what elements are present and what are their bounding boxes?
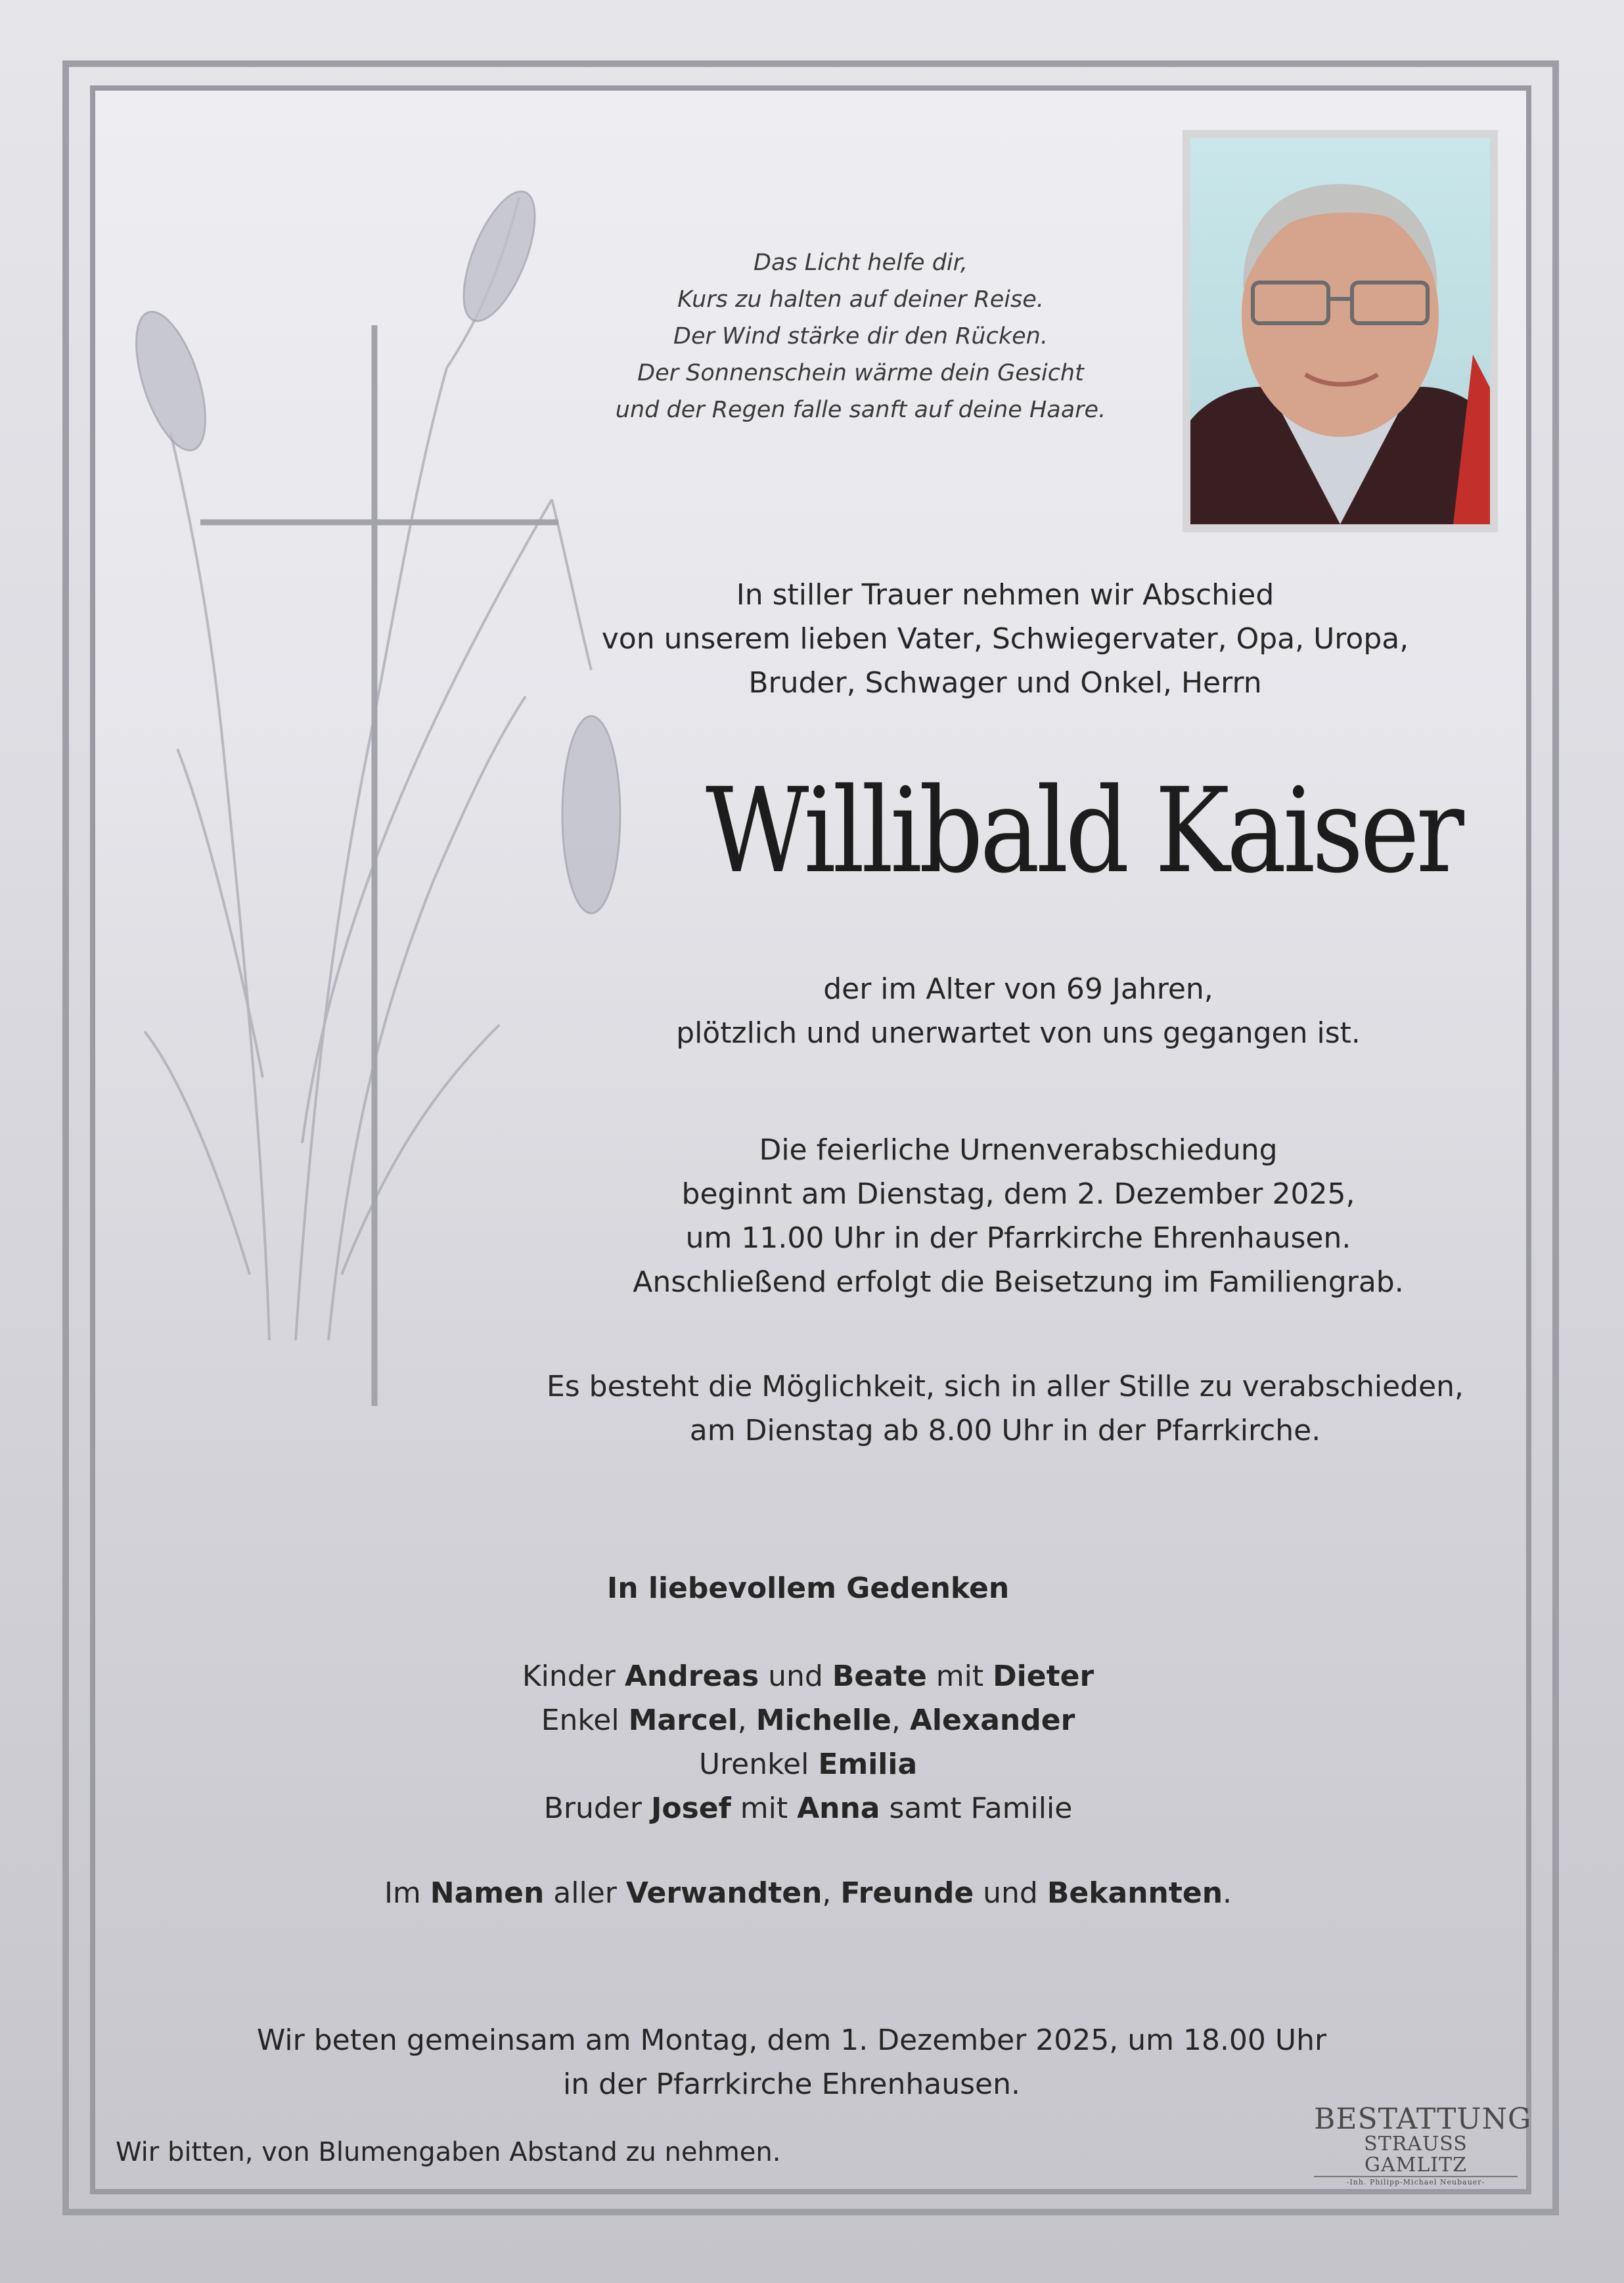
intro-line: von unserem lieben Vater, Schwiegervater, Opa, Uropa, — [601, 622, 1409, 656]
logo-bottom-text: STRAUSS GAMLITZ — [1314, 2134, 1518, 2177]
age-line: der im Alter von 69 Jahren, — [823, 972, 1213, 1006]
funeral-home-logo — [1314, 2102, 1532, 2188]
age-line: plötzlich und unerwartet von uns gegangen ist. — [676, 1016, 1361, 1050]
relatives-list — [460, 1654, 1156, 1830]
verse-line: Das Licht helfe dir, — [754, 250, 968, 276]
prayer-info — [197, 2018, 1386, 2106]
ceremony-info — [591, 1128, 1445, 1304]
ceremony-line: um 11.00 Uhr in der Pfarrkirche Ehrenhausen. — [685, 1221, 1351, 1255]
on-behalf-line: Im Namen aller Verwandten, Freunde und Bekannten. — [384, 1876, 1232, 1910]
ceremony-line: beginnt am Dienstag, dem 2. Dezember 2025, — [681, 1177, 1355, 1211]
prayer-line: Wir beten gemeinsam am Montag, dem 1. Dezember 2025, um 18.00 Uhr — [256, 2023, 1327, 2057]
verse-line: Kurs zu halten auf deiner Reise. — [677, 286, 1044, 313]
flowers-note: Wir bitten, von Blumengaben Abstand zu nehmen. — [116, 2137, 781, 2167]
farewell-line: Es besteht die Möglichkeit, sich in aller Stille zu verabschieden, — [546, 1370, 1464, 1403]
memory-heading: In liebevollem Gedenken — [606, 1571, 1010, 1605]
relatives-line-children: Kinder Andreas und Beate mit Dieter — [522, 1660, 1094, 1693]
mourning-intro — [578, 573, 1432, 705]
memorial-verse — [539, 244, 1183, 428]
intro-line: In stiller Trauer nehmen wir Abschied — [736, 578, 1274, 612]
ceremony-line: Anschließend erfolgt die Beisetzung im Familiengrab. — [633, 1265, 1404, 1299]
relatives-line-grandchildren: Enkel Marcel, Michelle, Alexander — [541, 1704, 1075, 1737]
logo-sub-text: -Inh. Philipp-Michael Neubauer- — [1346, 2178, 1485, 2186]
farewell-line: am Dienstag ab 8.00 Uhr in der Pfarrkirche. — [689, 1414, 1321, 1447]
relatives-line-brother: Bruder Josef mit Anna samt Familie — [543, 1792, 1073, 1825]
age-statement — [624, 967, 1412, 1055]
intro-line: Bruder, Schwager und Onkel, Herrn — [748, 666, 1262, 700]
farewell-info — [512, 1365, 1498, 1453]
relatives-line-great-grandchild: Urenkel Emilia — [698, 1748, 918, 1781]
verse-line: Der Sonnenschein wärme dein Gesicht — [637, 360, 1084, 386]
prayer-line: in der Pfarrkirche Ehrenhausen. — [563, 2068, 1020, 2101]
portrait-photo — [1183, 130, 1498, 532]
verse-line: Der Wind stärke dir den Rücken. — [673, 323, 1048, 350]
logo-top-text: BESTATTUNG — [1314, 2102, 1532, 2136]
deceased-name: Willibald Kaiser — [706, 763, 1461, 899]
ceremony-line: Die feierliche Urnenverabschiedung — [759, 1133, 1278, 1167]
verse-line: und der Regen falle sanft auf deine Haare. — [615, 397, 1106, 423]
